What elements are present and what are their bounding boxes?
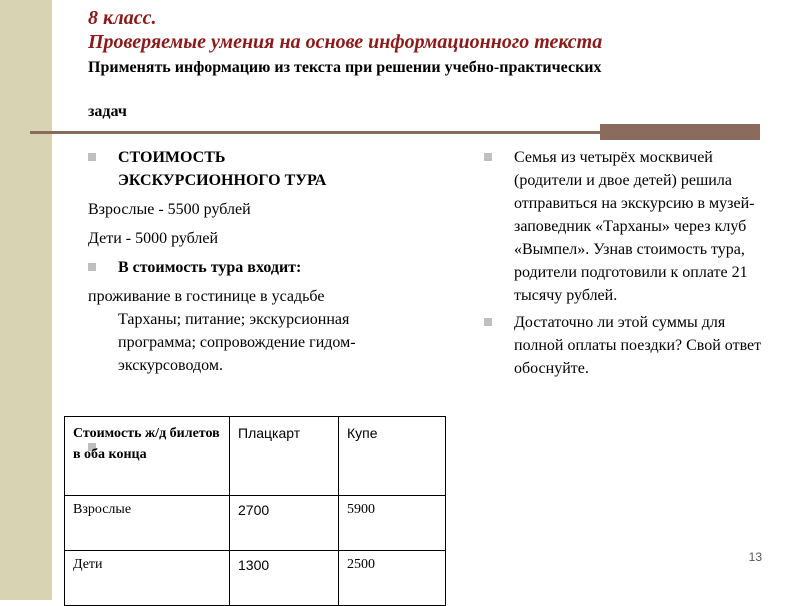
table-row <box>65 551 446 606</box>
title-grade: 8 класс. <box>88 7 157 29</box>
question-text-body: Достаточно ли этой суммы для полной оплаты поездки? Свой ответ обоснуйте. <box>514 314 762 377</box>
title-divider-block <box>600 124 760 140</box>
left-sidebar-bar <box>0 0 52 600</box>
title-task: Применять информацию из текста при решении учебно-практических <box>88 59 602 76</box>
kids-price: Дети - 5000 рублей <box>88 230 219 247</box>
table-cell: Дети <box>65 551 230 606</box>
question-text <box>484 311 774 380</box>
right-column <box>484 146 774 380</box>
table-row <box>65 496 446 551</box>
table-cell: Взрослые <box>65 496 230 551</box>
problem-text-body: Семья из четырёх москвичей (родители и двое детей) решила отправиться на экскурсию в музей-заповедник «Тарханы» через клуб «Вымпел». Узнав стоимость тура, родители подготовили к оплате 21 тысячу рублей. <box>514 149 755 304</box>
table-cell: 2500 <box>339 551 446 606</box>
ticket-price-table <box>64 416 446 606</box>
table-header-cell: Плацкарт <box>230 417 339 496</box>
left-column <box>88 146 388 377</box>
slide-title <box>88 6 778 122</box>
table-cell: 2700 <box>230 496 339 551</box>
table-header-cell: Стоимость ж/д билетов в оба конца <box>65 417 230 496</box>
includes-heading <box>88 256 388 279</box>
bullet-icon <box>484 318 492 326</box>
includes-text: проживание в гостинице в усадьбе Тарханы; питание; экскурсионная программа; сопровождение гидом-экскурсоводом. <box>88 288 356 374</box>
cost-heading-line1: СТОИМОСТЬ <box>118 149 226 166</box>
page-number: 13 <box>748 550 762 564</box>
bullet-icon <box>88 263 96 271</box>
table-header-row <box>65 417 446 496</box>
bullet-icon <box>484 153 492 161</box>
table-cell: 5900 <box>339 496 446 551</box>
bullet-icon <box>88 153 96 161</box>
includes-heading-text: В стоимость тура входит: <box>118 259 302 276</box>
title-task-end: задач <box>88 103 127 120</box>
table-header-cell: Купе <box>339 417 446 496</box>
problem-text <box>484 146 774 307</box>
title-skills: Проверяемые умения на основе информационного текста <box>88 31 603 53</box>
cost-heading-line2: ЭКСКУРСИОННОГО ТУРА <box>118 172 327 189</box>
cost-heading <box>88 146 388 192</box>
table-cell: 1300 <box>230 551 339 606</box>
adults-price: Взрослые - 5500 рублей <box>88 201 251 218</box>
